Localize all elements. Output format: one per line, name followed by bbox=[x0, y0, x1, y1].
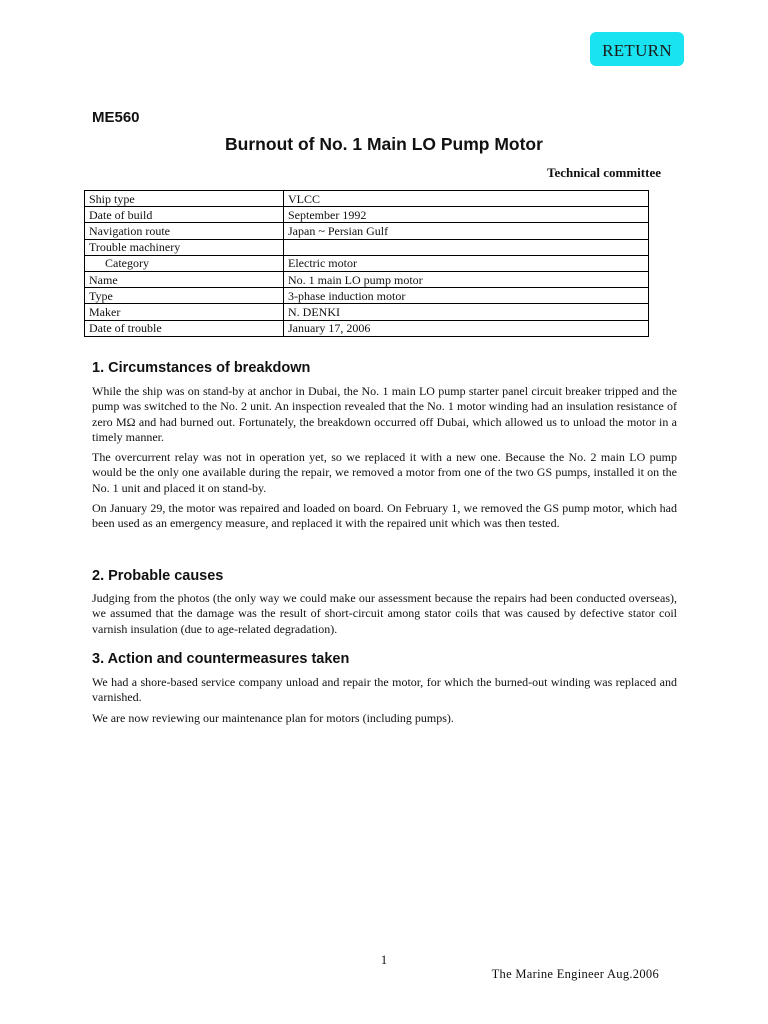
row-value: No. 1 main LO pump motor bbox=[284, 271, 649, 287]
row-label: Category bbox=[85, 255, 284, 271]
row-label: Name bbox=[85, 271, 284, 287]
row-label: Trouble machinery bbox=[85, 239, 284, 255]
table-row bbox=[85, 223, 649, 239]
row-value: Japan ~ Persian Gulf bbox=[284, 223, 649, 239]
section-heading-circumstances: 1. Circumstances of breakdown bbox=[92, 360, 311, 376]
row-label: Navigation route bbox=[85, 223, 284, 239]
row-value: VLCC bbox=[284, 191, 649, 207]
table-row bbox=[85, 191, 649, 207]
journal-footer: The Marine Engineer Aug.2006 bbox=[491, 967, 659, 981]
paragraph: While the ship was on stand-by at anchor in Dubai, the No. 1 main LO pump starter panel circuit breaker tripped and the pump was switched to the No. 2 unit. An inspection revealed that the No. 1 motor winding had an insulation resistance of zero MΩ and had burned out. Fortunately, the breakdown occurred off Dubai, which allowed us to unload the motor in a timely manner. bbox=[92, 384, 677, 444]
table-row bbox=[85, 255, 649, 271]
row-value: September 1992 bbox=[284, 207, 649, 223]
row-label: Type bbox=[85, 288, 284, 304]
table-row bbox=[85, 207, 649, 223]
section-heading-actions: 3. Action and countermeasures taken bbox=[92, 651, 350, 667]
row-value: Electric motor bbox=[284, 255, 649, 271]
row-label: Maker bbox=[85, 304, 284, 320]
row-label: Date of build bbox=[85, 207, 284, 223]
row-label: Ship type bbox=[85, 191, 284, 207]
row-value: 3-phase induction motor bbox=[284, 288, 649, 304]
return-button[interactable]: RETURN bbox=[590, 32, 684, 66]
page-number: 1 bbox=[380, 953, 388, 967]
table-row bbox=[85, 320, 649, 336]
page-title: Burnout of No. 1 Main LO Pump Motor bbox=[225, 134, 543, 154]
ship-info-table bbox=[84, 190, 649, 337]
paragraph: Judging from the photos (the only way we could make our assessment because the repairs had been conducted overseas), we assumed that the damage was the result of short-circuit among stator coils that was caused by defective stator coil varnish insulation (due to age-related degradation). bbox=[92, 591, 677, 636]
document-code: ME560 bbox=[92, 109, 140, 126]
row-value bbox=[284, 239, 649, 255]
paragraph: We had a shore-based service company unload and repair the motor, for which the burned-out winding was replaced and varnished. bbox=[92, 675, 677, 705]
paragraph: We are now reviewing our maintenance plan for motors (including pumps). bbox=[92, 711, 454, 725]
table-row bbox=[85, 271, 649, 287]
table-row bbox=[85, 288, 649, 304]
table-row bbox=[85, 304, 649, 320]
committee-label: Technical committee bbox=[547, 165, 661, 180]
row-value: January 17, 2006 bbox=[284, 320, 649, 336]
table-row bbox=[85, 239, 649, 255]
row-value: N. DENKI bbox=[284, 304, 649, 320]
paragraph: On January 29, the motor was repaired and loaded on board. On February 1, we removed the GS pump motor, which had been used as an emergency measure, and replaced it with the repaired unit which was then tested. bbox=[92, 501, 677, 531]
section-heading-causes: 2. Probable causes bbox=[92, 568, 224, 584]
paragraph: The overcurrent relay was not in operation yet, so we replaced it with a new one. Because the No. 2 main LO pump would be the only one available during the repair, we removed a motor from one of the two GS pumps, installed it on the No. 1 unit and placed it on stand-by. bbox=[92, 450, 677, 495]
row-label: Date of trouble bbox=[85, 320, 284, 336]
